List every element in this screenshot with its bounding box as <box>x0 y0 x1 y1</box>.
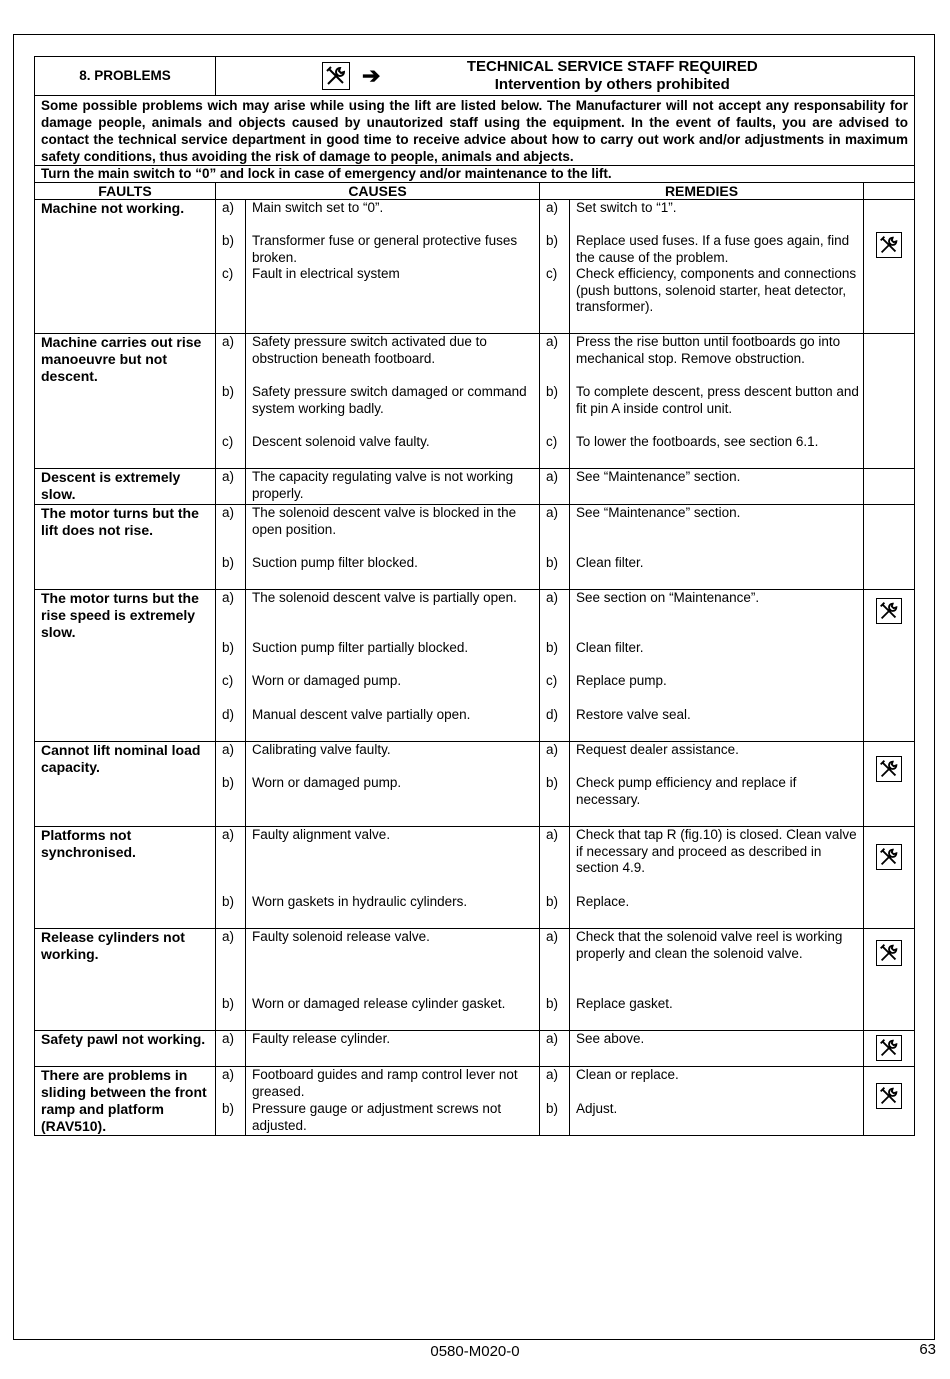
cause-letter: b) <box>222 384 235 399</box>
cause-letter: b) <box>222 555 235 570</box>
cause-text: Faulty release cylinder. <box>252 1031 391 1046</box>
faults-header: FAULTS <box>35 183 216 200</box>
cause-text-cell <box>246 827 540 929</box>
cause-text: Suction pump filter partially blocked. <box>252 640 469 655</box>
cause-text-cell <box>246 200 540 334</box>
cause-letter: b) <box>222 1101 235 1116</box>
remedy-letter: a) <box>546 1031 559 1046</box>
fault-label: Machine not working. <box>35 200 216 334</box>
remedy-letter-cell <box>540 1067 570 1136</box>
cause-letter: a) <box>222 1031 235 1046</box>
intro-text: Some possible problems wich may arise while using the lift are listed below. The Manufacturer will not accept any responsability for damage people, animals and objects caused by unautorized staff using the equipment. In the event of faults, you are advised to contact the technical service department in good time to receive advice about how to carry out work and/or adjustments in maximum safety conditions, thus avoiding the risk of damage to people, animals and abjects. <box>35 96 915 166</box>
cause-letter: c) <box>222 434 234 449</box>
remedy-text: Check pump efficiency and replace if necessary. <box>576 775 797 807</box>
remedy-text-cell <box>570 1067 864 1136</box>
remedy-letter-cell <box>540 827 570 929</box>
remedy-text: Request dealer assistance. <box>576 742 739 757</box>
section-title: 8. PROBLEMS <box>35 57 216 96</box>
remedy-text-cell <box>570 469 864 505</box>
remedy-letter: a) <box>546 827 559 842</box>
remedy-text: Replace pump. <box>576 673 667 688</box>
fault-label: There are problems in sliding between the front ramp and platform (RAV510). <box>35 1067 216 1136</box>
cause-text: Manual descent valve partially open. <box>252 707 471 722</box>
fault-row <box>35 929 915 1031</box>
cause-text-cell <box>246 505 540 590</box>
remedy-text: Check that tap R (fig.10) is closed. Clean valve if necessary and proceed as described in section 4.9. <box>576 827 857 875</box>
cause-text-cell <box>246 1067 540 1136</box>
cause-letter-cell <box>216 200 246 334</box>
remedy-text: See above. <box>576 1031 645 1046</box>
fault-row <box>35 469 915 505</box>
remedy-letter: c) <box>546 673 558 688</box>
remedy-letter-cell <box>540 334 570 469</box>
remedy-letter: a) <box>546 469 559 484</box>
service-icon-cell <box>864 505 915 590</box>
cause-text: Faulty solenoid release valve. <box>252 929 430 944</box>
cause-text-cell <box>246 929 540 1031</box>
cause-text: Main switch set to “0”. <box>252 200 384 215</box>
remedy-letter: b) <box>546 775 559 790</box>
column-header-row <box>35 183 915 200</box>
cause-letter-cell <box>216 1067 246 1136</box>
remedy-letter: a) <box>546 590 559 605</box>
intro-row <box>35 96 915 166</box>
document-code: 0580-M020-0 <box>430 1343 520 1360</box>
cause-letter: c) <box>222 266 234 281</box>
remedy-letter-cell <box>540 1031 570 1067</box>
banner-subtitle: Intervention by others prohibited <box>494 76 730 93</box>
remedy-letter-cell <box>540 742 570 827</box>
cause-letter: a) <box>222 334 235 349</box>
cause-text: Worn or damaged pump. <box>252 775 402 790</box>
remedy-text: See “Maintenance” section. <box>576 469 741 484</box>
remedy-text: Press the rise button until footboards go into mechanical stop. Remove obstruction. <box>576 334 841 366</box>
remedy-text: Replace used fuses. If a fuse goes again, find the cause of the problem. <box>576 233 850 265</box>
cause-letter: d) <box>222 707 235 722</box>
cause-letter: b) <box>222 233 235 248</box>
remedy-text: Check that the solenoid valve reel is working properly and clean the solenoid valve. <box>576 929 843 961</box>
remedy-text-cell <box>570 334 864 469</box>
remedy-letter: a) <box>546 505 559 520</box>
wrench-screwdriver-icon <box>876 598 902 624</box>
problems-body <box>35 200 915 1136</box>
remedy-letter: b) <box>546 384 559 399</box>
remedy-letter-cell <box>540 590 570 742</box>
cause-text-cell <box>246 469 540 505</box>
fault-row <box>35 1031 915 1067</box>
service-icon-cell <box>864 929 915 1031</box>
cause-letter: a) <box>222 929 235 944</box>
remedy-text: See “Maintenance” section. <box>576 505 741 520</box>
fault-label: Descent is extremely slow. <box>35 469 216 505</box>
cause-letter-cell <box>216 827 246 929</box>
remedy-text: Clean or replace. <box>576 1067 679 1082</box>
cause-letter: a) <box>222 469 235 484</box>
wrench-screwdriver-icon <box>876 1035 902 1061</box>
banner-title: TECHNICAL SERVICE STAFF REQUIRED <box>466 58 758 75</box>
remedy-letter-cell <box>540 505 570 590</box>
causes-header: CAUSES <box>216 183 540 200</box>
service-icon-cell <box>864 827 915 929</box>
cause-letter-cell <box>216 334 246 469</box>
cause-letter: a) <box>222 590 235 605</box>
section-header-row <box>35 57 915 96</box>
cause-text: Safety pressure switch damaged or command system working badly. <box>252 384 527 416</box>
remedy-text-cell <box>570 742 864 827</box>
cause-letter-cell <box>216 590 246 742</box>
remedy-text-cell <box>570 827 864 929</box>
remedy-letter: a) <box>546 1067 559 1082</box>
remedy-text: Check efficiency, components and connections (push buttons, solenoid starter, heat detector, transformer). <box>576 266 857 314</box>
page-number: 63 <box>919 1341 936 1358</box>
remedy-text: Clean filter. <box>576 555 644 570</box>
cause-text: Worn or damaged pump. <box>252 673 402 688</box>
remedy-text: To complete descent, press descent button and fit pin A inside control unit. <box>576 384 859 416</box>
remedy-letter: b) <box>546 233 559 248</box>
service-icon-cell <box>864 742 915 827</box>
fault-label: Cannot lift nominal load capacity. <box>35 742 216 827</box>
remedy-letter-cell <box>540 200 570 334</box>
cause-text: Suction pump filter blocked. <box>252 555 418 570</box>
fault-label: Platforms not synchronised. <box>35 827 216 929</box>
remedy-letter-cell <box>540 469 570 505</box>
fault-row <box>35 334 915 469</box>
remedy-letter: a) <box>546 200 559 215</box>
cause-letter-cell <box>216 1031 246 1067</box>
cause-letter: a) <box>222 505 235 520</box>
turn-switch-text: Turn the main switch to “0” and lock in case of emergency and/or maintenance to the lift. <box>35 166 915 183</box>
fault-label: Release cylinders not working. <box>35 929 216 1031</box>
cause-text: Pressure gauge or adjustment screws not adjusted. <box>252 1101 502 1133</box>
cause-text: Transformer fuse or general protective fuses broken. <box>252 233 518 265</box>
cause-text: Faulty alignment valve. <box>252 827 391 842</box>
remedy-text-cell <box>570 505 864 590</box>
cause-text: Safety pressure switch activated due to obstruction beneath footboard. <box>252 334 487 366</box>
cause-text-cell <box>246 334 540 469</box>
service-icon-cell <box>864 334 915 469</box>
service-icon-cell <box>864 1067 915 1136</box>
cause-text-cell <box>246 590 540 742</box>
remedy-text: Restore valve seal. <box>576 707 691 722</box>
fault-label: Machine carries out rise manoeuvre but not descent. <box>35 334 216 469</box>
cause-letter: a) <box>222 200 235 215</box>
cause-letter: a) <box>222 827 235 842</box>
arrow-right-icon: ➔ <box>362 63 381 88</box>
icon-header <box>864 183 915 200</box>
remedy-text-cell <box>570 200 864 334</box>
fault-row <box>35 590 915 742</box>
cause-text: Descent solenoid valve faulty. <box>252 434 430 449</box>
remedy-text: Replace gasket. <box>576 996 673 1011</box>
cause-text: The solenoid descent valve is blocked in the open position. <box>252 505 517 537</box>
remedy-letter: a) <box>546 742 559 757</box>
cause-letter-cell <box>216 469 246 505</box>
cause-text: Calibrating valve faulty. <box>252 742 391 757</box>
wrench-screwdriver-icon <box>876 756 902 782</box>
service-icon-cell <box>864 200 915 334</box>
wrench-screwdriver-icon <box>876 844 902 870</box>
fault-row <box>35 827 915 929</box>
cause-letter: b) <box>222 775 235 790</box>
remedy-text: Replace. <box>576 894 630 909</box>
service-icon-cell <box>864 1031 915 1067</box>
remedy-letter-cell <box>540 929 570 1031</box>
remedy-text: Set switch to “1”. <box>576 200 677 215</box>
remedy-letter: a) <box>546 334 559 349</box>
remedy-text-cell <box>570 1031 864 1067</box>
fault-label: The motor turns but the rise speed is extremely slow. <box>35 590 216 742</box>
cause-letter: c) <box>222 673 234 688</box>
cause-text: The solenoid descent valve is partially open. <box>252 590 517 605</box>
fault-label: Safety pawl not working. <box>35 1031 216 1067</box>
wrench-screwdriver-icon <box>876 1083 902 1109</box>
remedy-letter: c) <box>546 266 558 281</box>
fault-row <box>35 200 915 334</box>
cause-letter: b) <box>222 996 235 1011</box>
wrench-screwdriver-icon <box>322 62 350 90</box>
problems-table <box>34 56 915 1136</box>
cause-letter-cell <box>216 742 246 827</box>
service-icon-cell <box>864 469 915 505</box>
cause-letter-cell <box>216 929 246 1031</box>
fault-label: The motor turns but the lift does not rise. <box>35 505 216 590</box>
remedy-letter: d) <box>546 707 559 722</box>
cause-text: Footboard guides and ramp control lever not greased. <box>252 1067 518 1099</box>
wrench-screwdriver-icon <box>876 232 902 258</box>
cause-letter-cell <box>216 505 246 590</box>
remedy-letter: b) <box>546 996 559 1011</box>
remedy-letter: b) <box>546 1101 559 1116</box>
remedies-header: REMEDIES <box>540 183 864 200</box>
remedy-text-cell <box>570 929 864 1031</box>
remedy-text: See section on “Maintenance”. <box>576 590 760 605</box>
cause-text: The capacity regulating valve is not working properly. <box>252 469 514 501</box>
remedy-text: Clean filter. <box>576 640 644 655</box>
cause-text-cell <box>246 742 540 827</box>
cause-text-cell <box>246 1031 540 1067</box>
remedy-letter: c) <box>546 434 558 449</box>
cause-letter: b) <box>222 640 235 655</box>
technical-staff-banner <box>216 57 915 96</box>
remedy-letter: a) <box>546 929 559 944</box>
remedy-text: To lower the footboards, see section 6.1. <box>576 434 819 449</box>
wrench-screwdriver-icon <box>876 940 902 966</box>
service-icon-cell <box>864 590 915 742</box>
remedy-letter: b) <box>546 894 559 909</box>
remedy-text: Adjust. <box>576 1101 618 1116</box>
cause-text: Fault in electrical system <box>252 266 400 281</box>
remedy-text-cell <box>570 590 864 742</box>
cause-letter: b) <box>222 894 235 909</box>
turn-switch-row <box>35 166 915 183</box>
cause-text: Worn gaskets in hydraulic cylinders. <box>252 894 468 909</box>
cause-text: Worn or damaged release cylinder gasket. <box>252 996 506 1011</box>
fault-row <box>35 505 915 590</box>
cause-letter: a) <box>222 742 235 757</box>
remedy-letter: b) <box>546 555 559 570</box>
fault-row <box>35 1067 915 1136</box>
cause-letter: a) <box>222 1067 235 1082</box>
fault-row <box>35 742 915 827</box>
remedy-letter: b) <box>546 640 559 655</box>
